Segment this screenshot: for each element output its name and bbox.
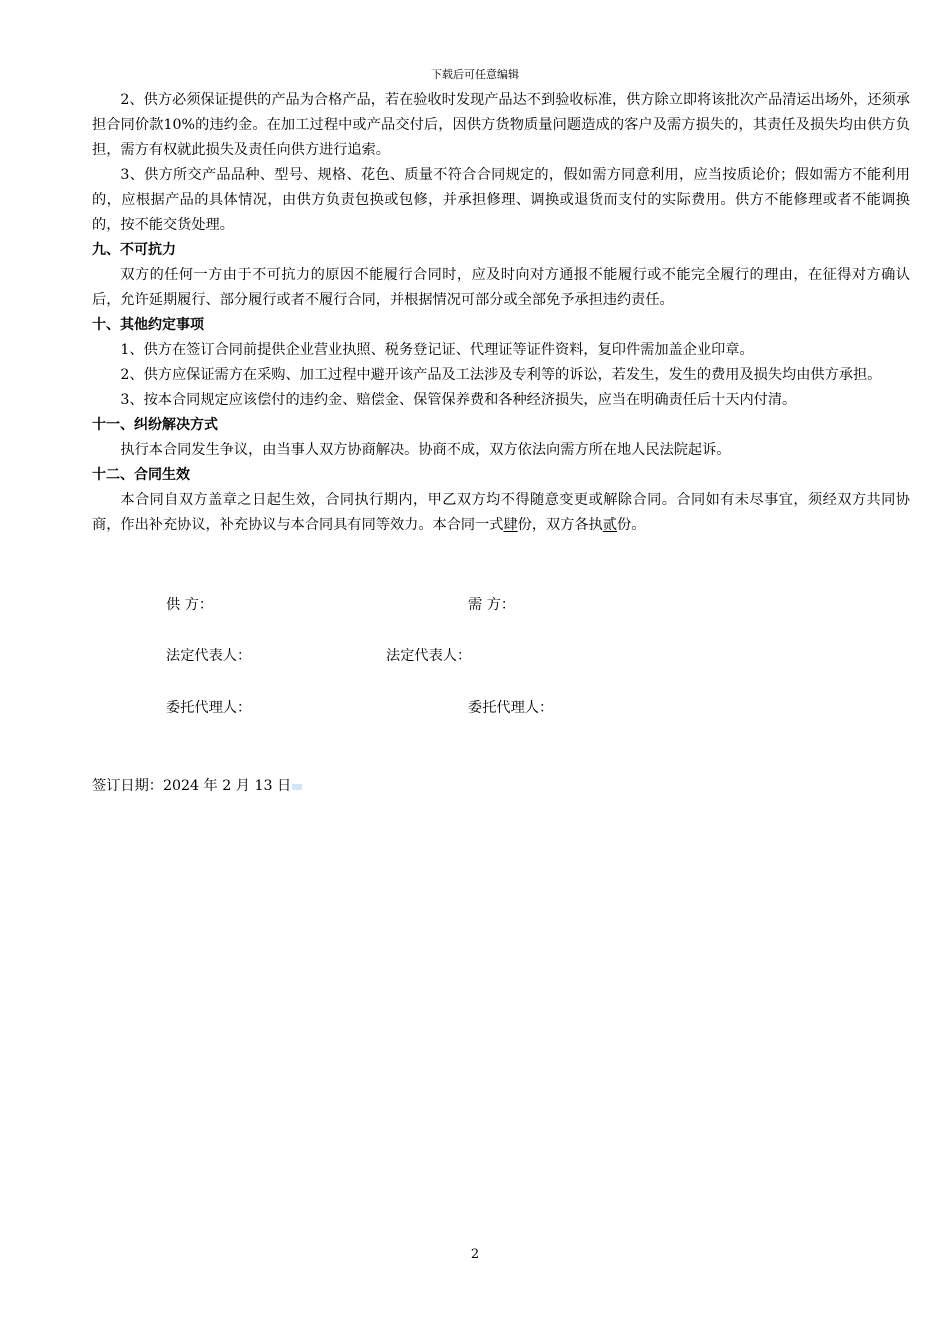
copies-count: 肆 xyxy=(503,517,518,533)
clause-effect xyxy=(92,488,910,538)
clause-quality-2: 2、供方必须保证提供的产品为合格产品，若在验收时发现产品达不到验收标准，供方除立即将该批次产品清运出场外，还须承担合同价款10%的违约金。在加工过程中或产品交付后，因供方货物质量问题造成的客户及需方损失的，其责任及损失均由供方负担，需方有权就此损失及责任向供方进行追索。 xyxy=(92,92,910,158)
supplier-label: 供 方： xyxy=(166,597,214,613)
clause-force-majeure: 双方的任何一方由于不可抗力的原因不能履行合同时，应及时向对方通报不能履行或不能完全履行的理由，在征得对方确认后，允许延期履行、部分履行或者不履行合同，并根据情况可部分或全部免予承担违约责任。 xyxy=(92,267,910,308)
text-cursor-marker xyxy=(292,784,302,790)
agent-left: 委托代理人： xyxy=(166,700,252,716)
heading-effect: 十二、合同生效 xyxy=(92,467,190,483)
clause-quality-3: 3、供方所交产品品种、型号、规格、花色、质量不符合合同规定的，假如需方同意利用，应当按质论价；假如需方不能利用的，应根据产品的具体情况，由供方负责包换或包修，并承担修理、调换或退货而支付的实际费用。供方不能修理或者不能调换的，按不能交货处理。 xyxy=(92,167,910,233)
legal-rep-right: 法定代表人： xyxy=(386,648,472,664)
page-header: 下载后可任意编辑 xyxy=(431,68,519,81)
heading-dispute: 十一、纠纷解决方式 xyxy=(92,417,218,433)
sign-date-text: 签订日期：2024 年 2 月 13 日 xyxy=(92,778,292,794)
clause-dispute: 执行本合同发生争议，由当事人双方协商解决。协商不成，双方依法向需方所在地人民法院起诉。 xyxy=(120,442,731,458)
contract-body xyxy=(92,88,910,538)
buyer-label: 需 方： xyxy=(468,597,516,613)
page-number: 2 xyxy=(470,1247,480,1262)
clause-effect-text-b: 份，双方各执 xyxy=(517,517,603,533)
heading-other-terms: 十、其他约定事项 xyxy=(92,317,204,333)
clause-effect-text-a: 本合同自双方盖章之日起生效，合同执行期内，甲乙双方均不得随意变更或解除合同。合同如有未尽事宜，须经双方共同协商，作出补充协议，补充协议与本合同具有同等效力。本合同一式 xyxy=(92,492,910,533)
heading-force-majeure: 九、不可抗力 xyxy=(92,242,176,258)
copies-each: 贰 xyxy=(602,517,617,533)
clause-other-3: 3、按本合同规定应该偿付的违约金、赔偿金、保管保养费和各种经济损失，应当在明确责任后十天内付清。 xyxy=(120,392,797,408)
agent-right: 委托代理人： xyxy=(468,700,554,716)
legal-rep-left: 法定代表人： xyxy=(166,648,252,664)
sign-date xyxy=(92,775,302,795)
clause-other-2: 2、供方应保证需方在采购、加工过程中避开该产品及工法涉及专利等的诉讼，若发生，发生的费用及损失均由供方承担。 xyxy=(120,367,882,383)
clause-effect-text-c: 份。 xyxy=(617,517,646,533)
clause-other-1: 1、供方在签订合同前提供企业营业执照、税务登记证、代理证等证件资料，复印件需加盖企业印章。 xyxy=(120,342,754,358)
